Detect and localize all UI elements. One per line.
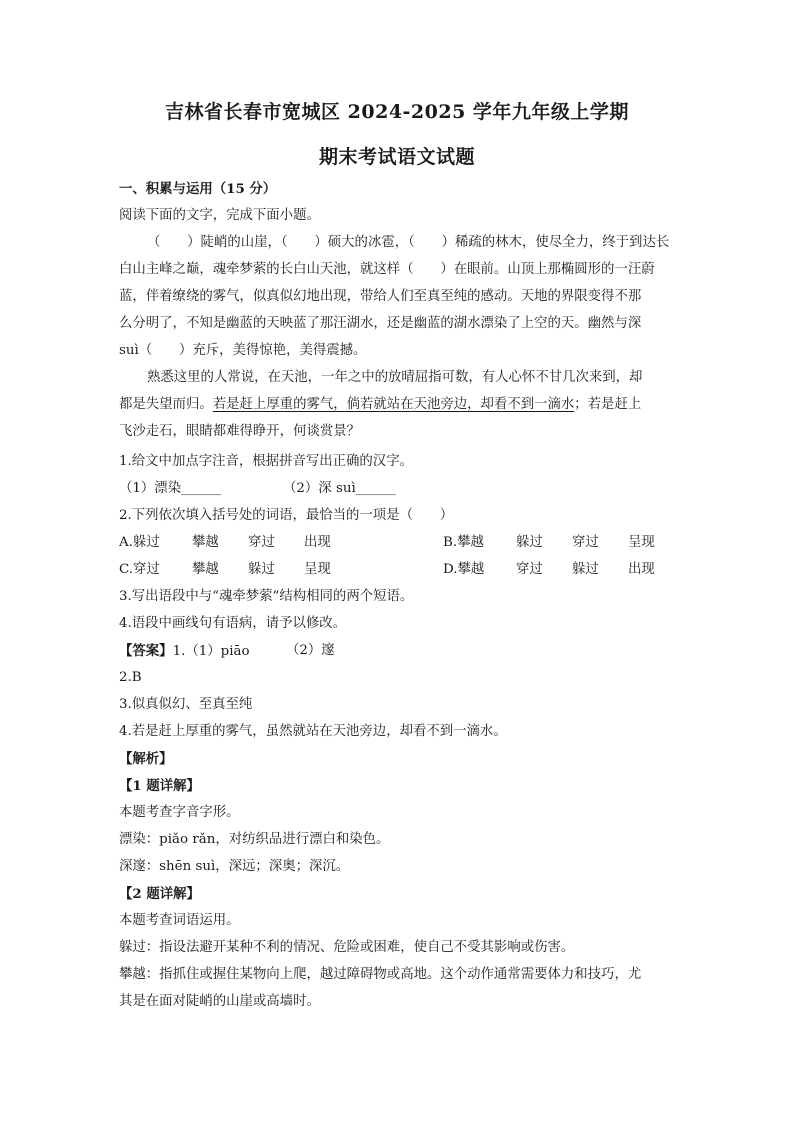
question-1-part-a: （1）漂染______: [119, 481, 222, 496]
section-heading: 一、积累与运用（15 分）: [119, 181, 277, 197]
question-1: 1.给文中加点字注音，根据拼音写出正确的汉字。: [119, 454, 413, 469]
detail-2-line: 躲过：指设法避开某种不利的情况、危险或困难，使自己不受其影响或伤害。: [119, 940, 575, 955]
passage-line: suì（ ）充斥，美得惊艳，美得震撼。: [119, 343, 367, 358]
passage-line: [119, 396, 679, 414]
question-3: 3.写出语段中与“魂牵梦萦”结构相同的两个短语。: [119, 589, 414, 604]
question-1-part-b: （2）深 suì______: [283, 481, 396, 496]
answer-1b: （2）邃: [286, 643, 335, 658]
option-c-label: C.穿过: [119, 562, 160, 577]
detail-2-line: 攀越：指抓住或握住某物向上爬，越过障碍物或高地。这个动作通常需要体力和技巧，尤: [119, 967, 642, 982]
option-b-label: B.攀越: [443, 535, 484, 550]
question-2: 2.下列依次填入括号处的词语，最恰当的一项是（ ）: [119, 508, 454, 523]
passage-text: 都是失望而归。: [119, 397, 213, 412]
option-c-word: 呈现: [304, 562, 331, 577]
detail-2-line: 其是在面对陡峭的山崖或高墙时。: [119, 994, 320, 1009]
underlined-sentence: 若是赶上厚重的雾气，倘若就站在天池旁边，却看不到一滴水: [212, 397, 575, 412]
exam-title-line1: 吉林省长春市宽城区 2024-2025 学年九年级上学期: [165, 101, 629, 123]
answer-2: 2.B: [119, 670, 142, 685]
passage-line: 熟悉这里的人常说，在天池，一年之中的放晴屈指可数，有人心怀不甘几次来到，却: [147, 370, 643, 385]
exam-title-line2: 期末考试语文试题: [318, 146, 475, 168]
option-b-word: 躲过: [516, 535, 543, 550]
option-a-word: 出现: [304, 535, 331, 550]
option-c-word: 躲过: [248, 562, 275, 577]
passage-line: 蓝，伴着缭绕的雾气，似真似幻地出现，带给人们至真至纯的感动。天地的界限变得不那: [119, 289, 642, 304]
detail-heading-2: 【2 题详解】: [119, 886, 200, 902]
detail-heading-1: 【1 题详解】: [119, 778, 200, 794]
passage-line: （ ）陡峭的山崖，（ ）硕大的冰雹，（ ）稀疏的林木，使尽全力，终于到达长: [147, 235, 670, 250]
detail-1-line: 本题考查字音字形。: [119, 805, 240, 820]
answer-3: 3.似真似幻、至真至纯: [119, 697, 253, 712]
answer-4: 4.若是赶上厚重的雾气，虽然就站在天池旁边，却看不到一滴水。: [119, 724, 507, 739]
answer-1a: 1.（1）piāo: [172, 644, 250, 659]
option-a-label: A.躲过: [119, 535, 160, 550]
answer-label: 【答案】: [119, 643, 173, 659]
answer-line-1: [119, 642, 679, 661]
passage-text: ；若是赶上: [574, 397, 642, 412]
reading-intro: 阅读下面的文字，完成下面小题。: [119, 208, 320, 223]
passage-line: 飞沙走石，眼睛都难得睁开，何谈赏景？: [119, 424, 361, 439]
analysis-label: 【解析】: [119, 751, 173, 767]
option-d-word: 出现: [628, 562, 655, 577]
option-d-word: 穿过: [516, 562, 543, 577]
detail-1-line: 漂染：piǎo rǎn，对纺织品进行漂白和染色。: [119, 832, 390, 847]
option-c-word: 攀越: [192, 562, 219, 577]
option-a-word: 攀越: [192, 535, 219, 550]
option-b-word: 呈现: [628, 535, 655, 550]
option-a-word: 穿过: [248, 535, 275, 550]
option-b-word: 穿过: [572, 535, 599, 550]
detail-2-line: 本题考查词语运用。: [119, 913, 240, 928]
detail-1-line: 深邃：shēn suì，深远；深奥；深沉。: [119, 859, 350, 874]
passage-line: 么分明了，不知是幽蓝的天映蓝了那汪湖水，还是幽蓝的湖水漂染了上空的天。幽然与深: [119, 316, 642, 331]
option-d-word: 躲过: [572, 562, 599, 577]
question-4: 4.语段中画线句有语病，请予以修改。: [119, 616, 347, 631]
passage-line: 白山主峰之巅，魂牵梦萦的长白山天池，就这样（ ）在眼前。山顶上那椭圆形的一汪蔚: [119, 262, 655, 277]
option-d-label: D.攀越: [443, 562, 485, 577]
